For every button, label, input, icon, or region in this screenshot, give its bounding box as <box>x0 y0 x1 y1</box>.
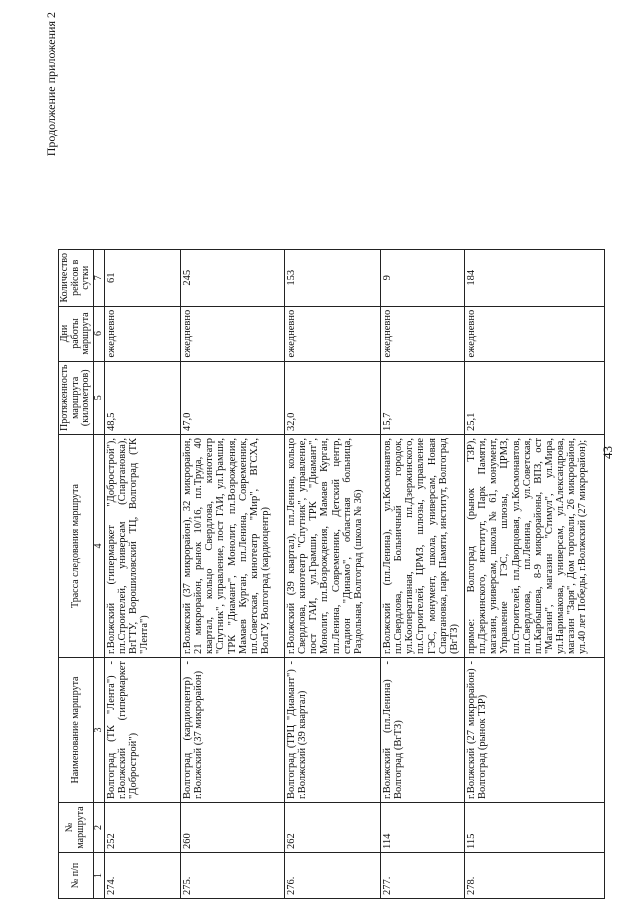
route-name: Волгоград (кардиоцентр) - г.Волжский (37 микрорайон) <box>181 658 285 803</box>
route-path: г.Волжский (37 микрорайон), 32 микрорайон, 21 микрорайон, рынок 10/16, пл.Труда, 40 квартал, кольцо Свердлова, кинотеатр "Спутник", управление, пост ГАИ, ул.Грамши, ТРК "Диамант", Монолит, пл.Возрождения, Мамаев Курган, пл.Ленина, Современник, пл.Советская, кинотеатр "Мир", ВГСХА, ВолГУ, Волгоград (кардиоцентр) <box>181 435 285 658</box>
route-number: 115 <box>465 803 605 853</box>
header-index: 1 <box>93 853 105 899</box>
header-index: 4 <box>93 435 105 658</box>
route-days: ежедневно <box>181 306 285 361</box>
route-trips: 153 <box>285 249 381 306</box>
table-row <box>181 249 285 898</box>
route-length: 48,5 <box>105 361 181 434</box>
header-index: 3 <box>93 658 105 803</box>
route-name: Волгоград (ТРЦ "Диамант") - г.Волжский (39 квартал) <box>285 658 381 803</box>
header-route-number: № маршрута <box>59 803 94 853</box>
table-row <box>465 249 605 898</box>
route-number: 260 <box>181 803 285 853</box>
page-number: 43 <box>600 446 615 459</box>
route-length: 47,0 <box>181 361 285 434</box>
header-index: 5 <box>93 361 105 434</box>
route-number: 252 <box>105 803 181 853</box>
header-index-row <box>93 249 105 898</box>
route-trips: 61 <box>105 249 181 306</box>
route-name: г.Волжский (пл.Ленина) - Волгоград (ВгТЗ) <box>381 658 465 803</box>
route-length: 32,0 <box>285 361 381 434</box>
header-route-path: Трасса следования маршрута <box>59 435 94 658</box>
row-number: 278. <box>465 853 605 899</box>
route-path: г.Волжский (гипермаркет "Добрострой"), пл.Строителей, универсам (Спартановка), ВгГТУ, Ворошиловский ТЦ, Волгоград (ТК "Лента") <box>105 435 181 658</box>
route-length: 25,1 <box>465 361 605 434</box>
route-length: 15,7 <box>381 361 465 434</box>
route-path: прямое: Волгоград (рынок ТЗР), пл.Дзержинского, институт, Парк Памяти, магазин, универсам, школа № 61, монумент, Управление ГЭС, шлюзы, ЦРМЗ, пл.Строителей, пл.Дворцовая, ул.Космонавтов, пл.Свердлова, пл.Ленина, ул.Советская, пл.Карбышева, 8-9 микрорайоны, ВПЗ, ост "Магазин", магазин "Стимул", ул.Мира, ул.Наримакова, универсам, ул.Александрова, магазин "Заря", Дом торговли, 26 микрорайон, ул.40 лет Победы, г.Волжский (27 микрорайон); <box>465 435 605 658</box>
route-name: Волгоград (ТК "Лента") - г.Волжский (гипермаркет "Добрострой") <box>105 658 181 803</box>
header-index: 6 <box>93 306 105 361</box>
row-number: 276. <box>285 853 381 899</box>
table-row <box>381 249 465 898</box>
route-number: 114 <box>381 803 465 853</box>
route-days: ежедневно <box>381 306 465 361</box>
route-number: 262 <box>285 803 381 853</box>
route-trips: 245 <box>181 249 285 306</box>
row-number: 277. <box>381 853 465 899</box>
table-row <box>285 249 381 898</box>
header-days: Дни работы маршрута <box>59 306 94 361</box>
route-days: ежедневно <box>465 306 605 361</box>
route-days: ежедневно <box>285 306 381 361</box>
header-npp: № п/п <box>59 853 94 899</box>
route-trips: 9 <box>381 249 465 306</box>
header-trips: Количество рейсов в сутки <box>59 249 94 306</box>
route-trips: 184 <box>465 249 605 306</box>
route-name: г.Волжский (27 микрорайон) - Волгоград (рынок ТЗР) <box>465 658 605 803</box>
route-path: г.Волжский (39 квартал), пл.Ленина, кольцо Свердлова, кинотеатр "Спутник", управление, пост ГАИ, ул.Грамши, ТРК "Диамант", Монолит, пл.Возрождения, Мамаев Курган, пл.Ленина, Современник, Детский центр, стадион "Динамо", областная больница, Раздольная, Волгоград (школа № 36) <box>285 435 381 658</box>
route-path: г.Волжский (пл.Ленина), ул.Космонавтов, пл.Свердлова, Больничный городок, ул.Кооперативная, пл.Дзержинского, пл.Строителей, ЦРМЗ, шлюзы, управление ГЭС, монумент, школа, универсам, Новая Спартановка, парк Памяти, институт, Волгоград (ВгТЗ) <box>381 435 465 658</box>
header-length: Протяженность маршрута (километров) <box>59 361 94 434</box>
header-row <box>59 249 94 898</box>
header-index: 7 <box>93 249 105 306</box>
row-number: 274. <box>105 853 181 899</box>
table-row <box>105 249 181 898</box>
route-days: ежедневно <box>105 306 181 361</box>
row-number: 275. <box>181 853 285 899</box>
header-route-name: Наименование маршрута <box>59 658 94 803</box>
table-caption: Продолжение приложения 2 <box>44 12 58 157</box>
routes-table <box>58 249 605 899</box>
header-index: 2 <box>93 803 105 853</box>
